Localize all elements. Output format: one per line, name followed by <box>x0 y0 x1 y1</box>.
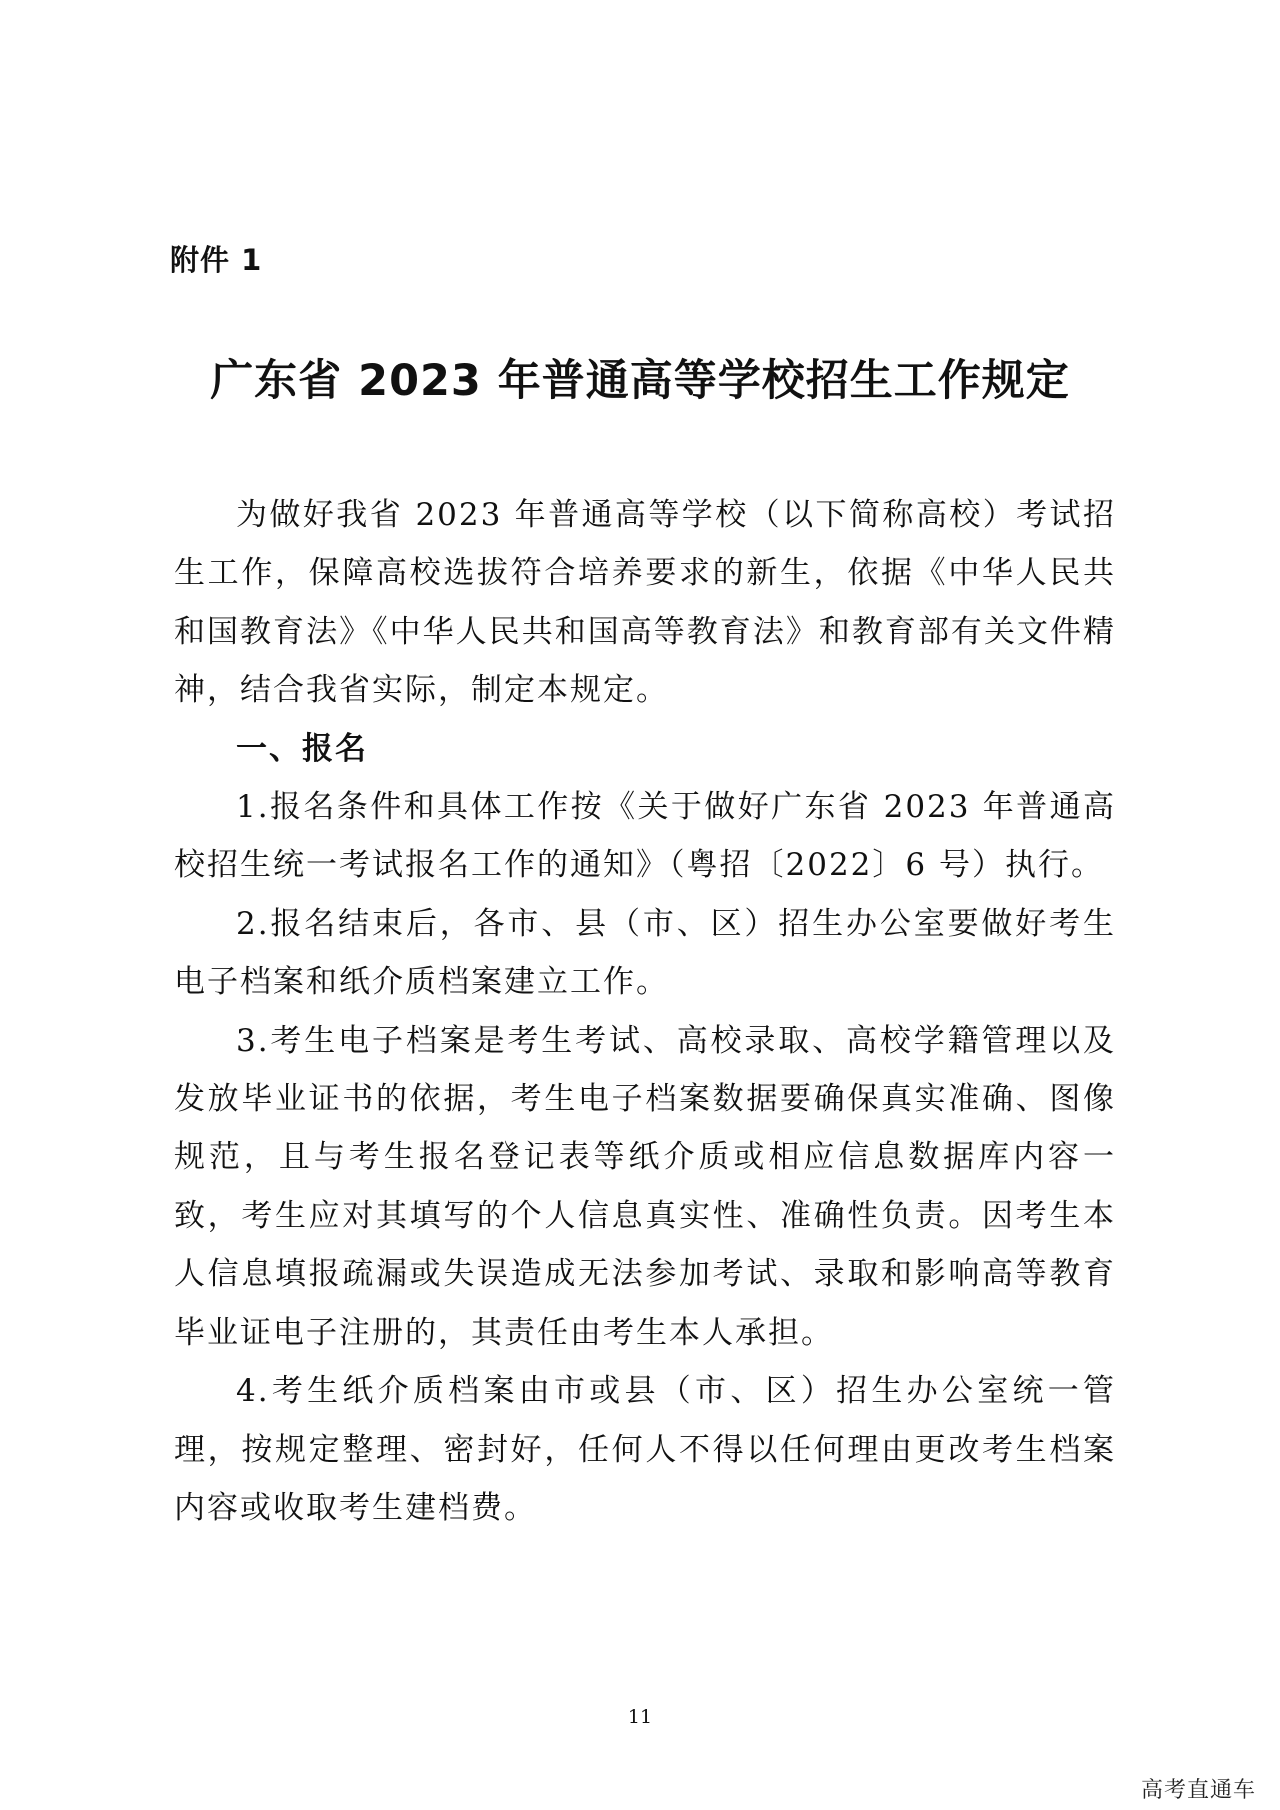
list-item: 4.考生纸介质档案由市或县（市、区）招生办公室统一管理，按规定整理、密封好，任何人不得以任何理由更改考生档案内容或收取考生建档费。 <box>174 1373 1116 1526</box>
page-number: 11 <box>627 1706 653 1728</box>
document-body <box>174 486 1116 1537</box>
list-item: 1.报名条件和具体工作按《关于做好广东省 2023 年普通高校招生统一考试报名工作的通知》（粤招〔2022〕6 号）执行。 <box>174 789 1116 884</box>
list-item: 3.考生电子档案是考生考试、高校录取、高校学籍管理以及发放毕业证书的依据，考生电子档案数据要确保真实准确、图像规范，且与考生报名登记表等纸介质或相应信息数据库内容一致，考生应对其填写的个人信息真实性、准确性负责。因考生本人信息填报疏漏或失误造成无法参加考试、录取和影响高等教育毕业证电子注册的，其责任由考生本人承担。 <box>174 1022 1116 1351</box>
document-title: 广东省 2023 年普通高等学校招生工作规定 <box>210 356 1070 406</box>
list-item: 2.报名结束后，各市、县（市、区）招生办公室要做好考生电子档案和纸介质档案建立工作。 <box>174 905 1116 1001</box>
attachment-label: 附件 1 <box>170 243 263 277</box>
watermark-logo-text: 高考直通车 <box>1140 1778 1256 1803</box>
intro-paragraph: 为做好我省 2023 年普通高等学校（以下简称高校）考试招生工作，保障高校选拔符合培养要求的新生，依据《中华人民共和国教育法》《中华人民共和国高等教育法》和教育部有关文件精神，结合我省实际，制定本规定。 <box>174 497 1116 709</box>
section-heading-registration: 一、报名 <box>236 730 368 767</box>
